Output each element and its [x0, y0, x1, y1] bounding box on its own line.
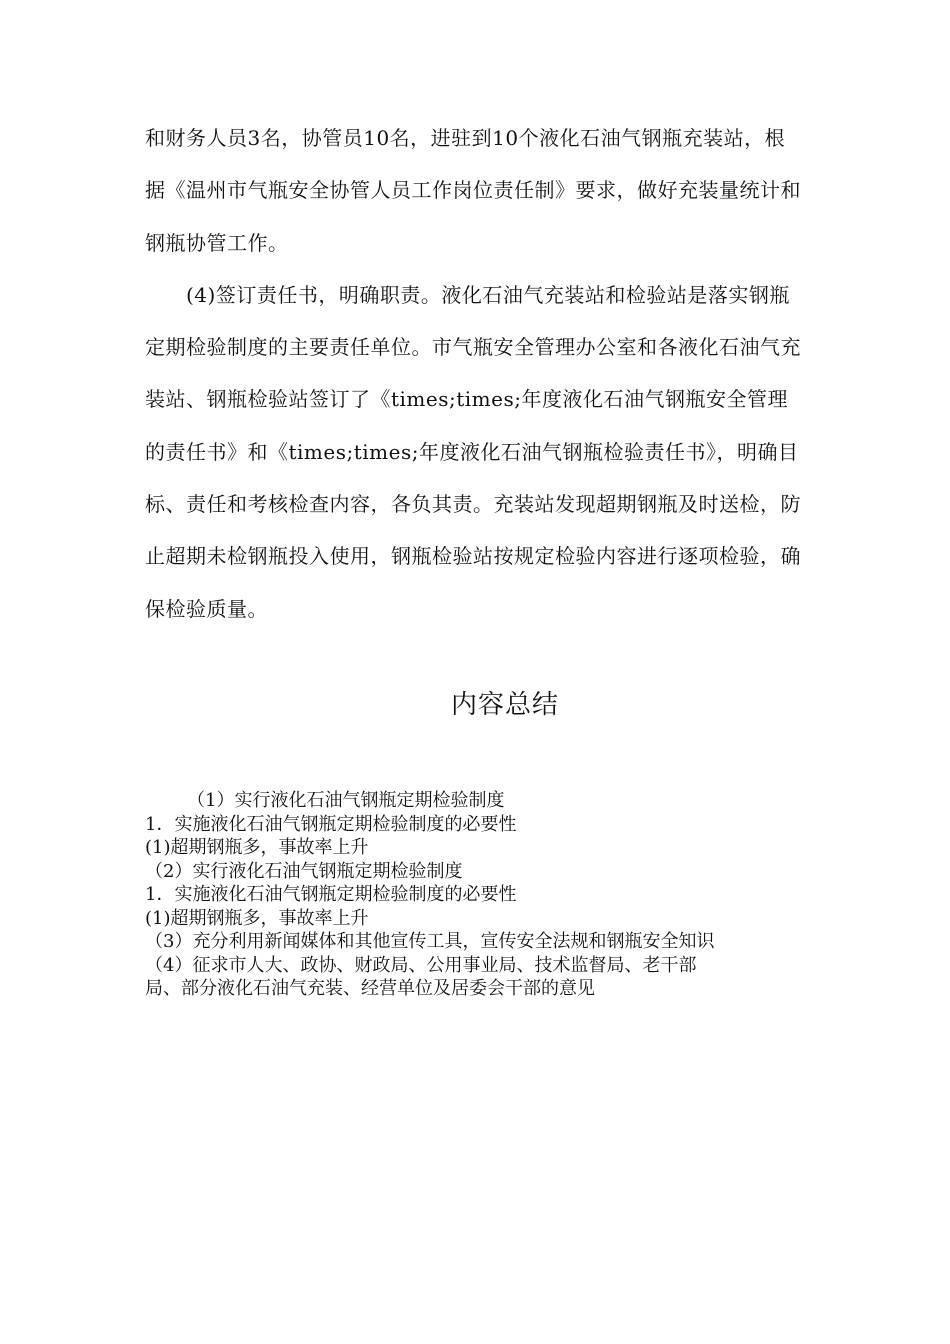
summary-line: (1)超期钢瓶多，事故率上升: [145, 907, 369, 929]
summary-line: （2）实行液化石油气钢瓶定期检验制度: [145, 860, 463, 882]
paragraph-staffing: 和财务人员3名，协管员10名，进驻到10个液化石油气钢瓶充装站，根据《温州市气瓶安全协管人员工作岗位责任制》要求，做好充装量统计和钢瓶协管工作。: [145, 126, 801, 255]
summary-line: 局、部分液化石油气充装、经营单位及居委会干部的意见: [145, 978, 595, 999]
summary-line: （1）实行液化石油气钢瓶定期检验制度: [187, 790, 505, 811]
summary-heading: 内容总结: [450, 690, 559, 720]
summary-line: 1．实施液化石油气钢瓶定期检验制度的必要性: [145, 884, 517, 905]
summary-list: [145, 789, 825, 1001]
summary-line: 1．实施液化石油气钢瓶定期检验制度的必要性: [145, 813, 517, 835]
summary-line: (1)超期钢瓶多，事故率上升: [145, 837, 369, 858]
summary-line: （3）充分利用新闻媒体和其他宣传工具，宣传安全法规和钢瓶安全知识: [145, 931, 715, 952]
body-text: [145, 112, 805, 635]
paragraph-responsibility: (4)签订责任书，明确职责。液化石油气充装站和检验站是落实钢瓶定期检验制度的主要责任单位。市气瓶安全管理办公室和各液化石油气充装站、钢瓶检验站签订了《times;times;年度液化石油气钢瓶安全管理的责任书》和《times;times;年度液化石油气钢瓶检验责任书》，明确目标、责任和考核检查内容，各负其责。充装站发现超期钢瓶及时送检，防止超期未检钢瓶投入使用，钢瓶检验站按规定检验内容进行逐项检验，确保检验质量。: [145, 282, 801, 621]
summary-line: （4）征求市人大、政协、财政局、公用事业局、技术监督局、老干部: [145, 954, 697, 976]
